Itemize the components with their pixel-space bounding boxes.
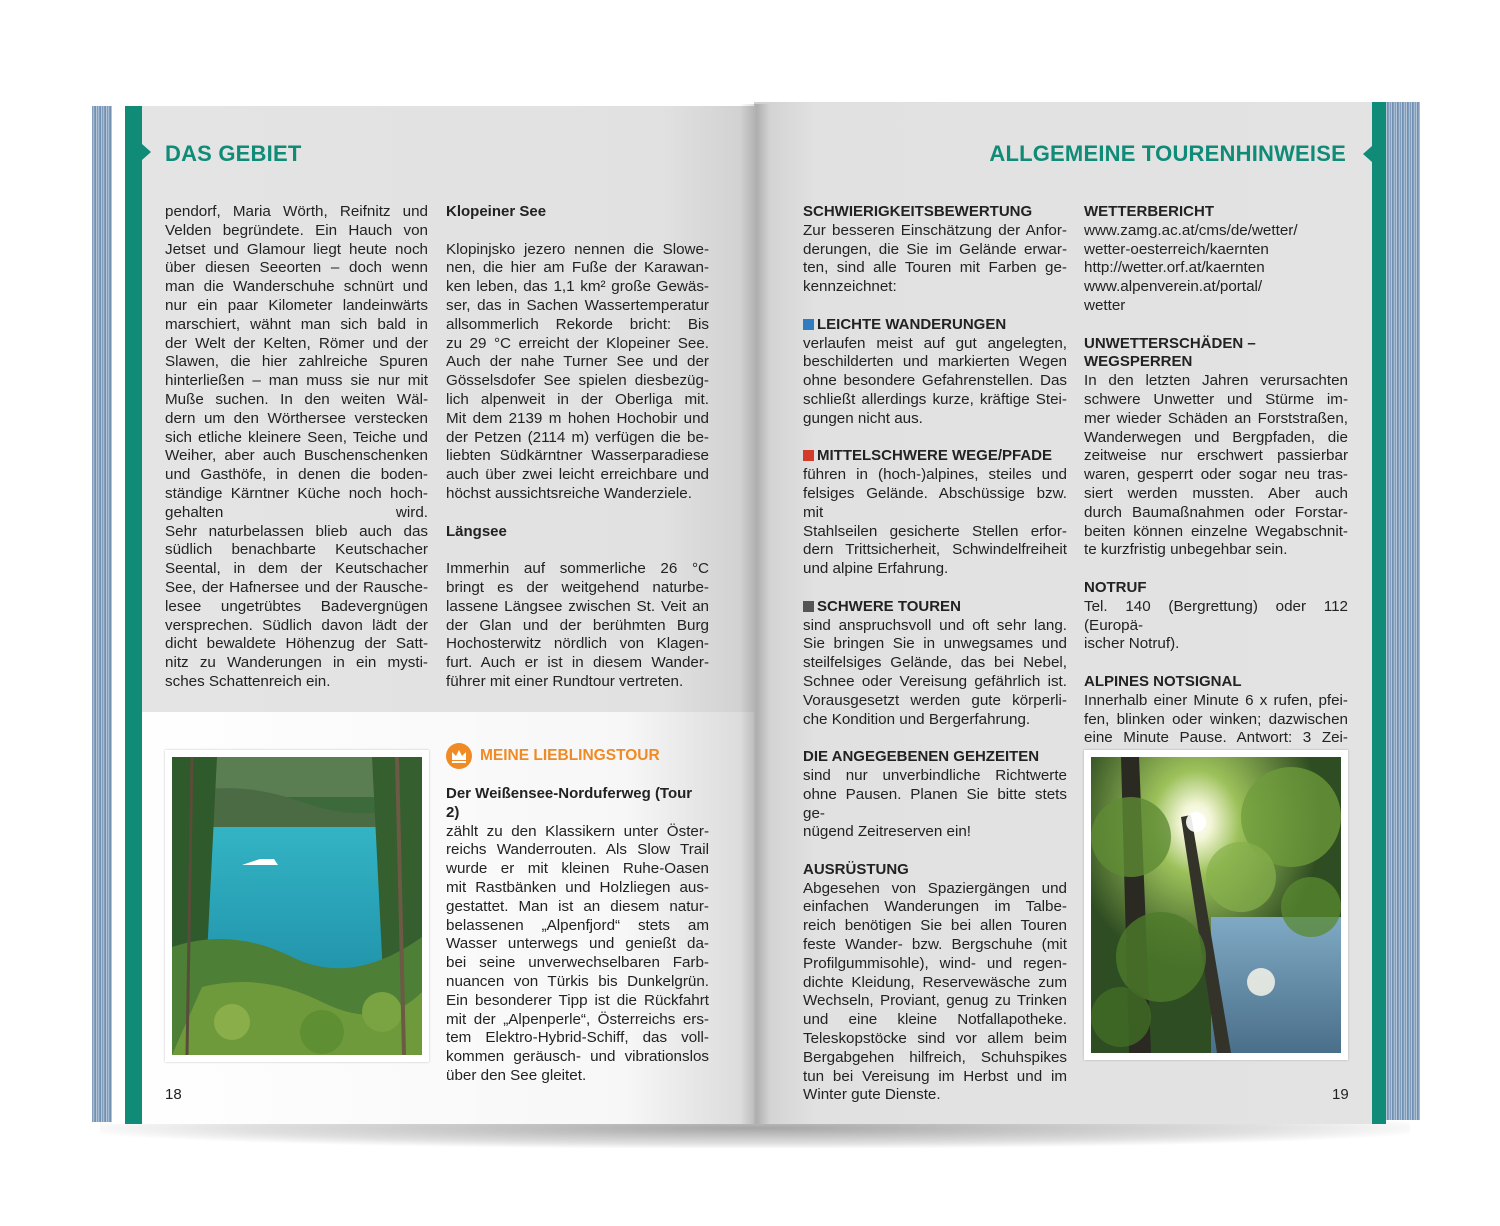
text-line: Slawen, die hier zahlreiche Spuren <box>165 353 428 371</box>
text-line: beiten können einzelne Wegabschnit- <box>1084 522 1348 540</box>
leicht-heading-text: LEICHTE WANDERUNGEN <box>817 315 1007 333</box>
unwetter-text <box>1084 372 1348 560</box>
text-line: eine Minute Pause. Antwort: 3 Zei- <box>1084 729 1348 747</box>
text-line: dern Trittsicherheit, Schwindelfreiheit <box>803 541 1067 559</box>
schwer-text <box>803 617 1067 730</box>
text-line: Teleskopstöcke sind vor allem beim <box>803 1030 1067 1048</box>
text-line: südlich benachbarte Keutschacher <box>165 541 428 559</box>
text-line: lich alpenweit in der Oberliga mit. <box>446 390 709 408</box>
text-line: mit der „Alpenperle“, Österreichs ers- <box>446 1010 709 1028</box>
schwierigkeit-heading: SCHWIERIGKEITSBEWERTUNG <box>803 203 1033 220</box>
tip-heading: MEINE LIEBLINGSTOUR <box>480 747 660 764</box>
text-line: Sehr naturbelassen blieb auch das <box>165 522 428 540</box>
text-line: und eine kleine Notfallapotheke. <box>803 1011 1067 1029</box>
text-line: einfachen Wanderungen im Talbe- <box>803 898 1067 916</box>
right-column-2 <box>1084 203 1348 767</box>
text-line: ser, das in Sachen Wassertemperatur <box>446 296 709 314</box>
text-line: siert werden mussten. Aber auch <box>1084 484 1348 502</box>
text-line: marschiert, wähnt man sich bald in <box>165 315 428 333</box>
text-line: Klopinjsko jezero nennen die Slowe- <box>446 240 709 258</box>
text-line: auch über zwei leicht erreichbare und <box>446 466 709 484</box>
left-teal-bar <box>125 106 142 1124</box>
text-line: Jetset und Glamour liegt heute noch <box>165 240 428 258</box>
text-line: http://wetter.orf.at/kaernten <box>1084 259 1265 277</box>
text-line: che Kondition und Bergerfahrung. <box>803 710 1031 728</box>
unwetter-heading: UNWETTERSCHÄDEN – WEGSPERREN <box>1084 334 1256 371</box>
text-line: belassenen „Alpenfjord“ stets am <box>446 916 709 934</box>
text-line: dicht bewaldete Höhenzug der Satt- <box>165 635 428 653</box>
text-line: Abgesehen von Spaziergängen und <box>803 879 1067 897</box>
text-line: In den letzten Jahren verursachten <box>1084 372 1348 390</box>
laengsee-text <box>446 560 709 692</box>
left-page <box>112 106 754 1124</box>
klopeiner-heading: Klopeiner See <box>446 203 547 220</box>
text-line: durch Baumaßnahmen oder Forstar- <box>1084 503 1348 521</box>
text-line: Schnee oder Vereisung gefährlich ist. <box>803 672 1067 690</box>
notruf-text <box>1084 598 1348 654</box>
gehzeiten-text <box>803 767 1067 842</box>
right-column-1 <box>803 203 1067 1105</box>
book-gutter <box>740 104 770 1124</box>
text-line: gungen nicht aus. <box>803 409 923 427</box>
text-line: steilfelsiges Gelände, das bei Nebel, <box>803 654 1067 672</box>
text-line: gehalten wird. <box>165 503 428 521</box>
tip-text <box>446 823 709 1086</box>
leicht-heading <box>803 316 1067 335</box>
text-line: höchst aussichtsreiche Wanderziele. <box>446 484 692 502</box>
text-line: feste Wander- bzw. Bergschuhe (mit <box>803 936 1067 954</box>
text-line: Stahlseilen gesicherte Stellen erfor- <box>803 522 1067 540</box>
right-page-title: ALLGEMEINE TOURENHINWEISE <box>989 141 1346 166</box>
tip-column <box>446 785 709 1086</box>
text-line: der Welt der Kelten, Römer und der <box>165 334 428 352</box>
crown-icon <box>446 743 472 769</box>
text-line: Tel. 140 (Bergrettung) oder 112 (Europä- <box>1084 597 1348 634</box>
text-line: derungen, die Sie im Gelände erwar- <box>803 240 1067 258</box>
text-line: lassene Längsee zwischen St. Veit an <box>446 597 709 615</box>
text-line: führer mit einer Rundtour vertreten. <box>446 672 684 690</box>
text-line: Wasser unterwegs und genießt da- <box>446 935 709 953</box>
text-line: sches Schattenreich ein. <box>165 672 331 690</box>
text-line: ohne Pausen. Planen Sie bitte stets ge- <box>803 785 1067 822</box>
right-teal-bar <box>1372 102 1386 1124</box>
wetter-heading: WETTERBERICHT <box>1084 203 1214 220</box>
text-line: zeitweise nur erschwert passierbar <box>1084 447 1348 465</box>
text-line: Hochosterwitz nördlich von Klagen- <box>446 635 709 653</box>
col1-text <box>165 203 428 692</box>
ausruestung-text <box>803 880 1067 1106</box>
text-line: nitz zu Wanderungen in ein mysti- <box>165 654 428 672</box>
text-line: der Petzen (2114 m) verfügen die be- <box>446 428 709 446</box>
text-line: waren, gesperrt oder sogar neu tras- <box>1084 466 1348 484</box>
text-line: Sie bringen Sie in unwegsames und <box>803 635 1067 653</box>
text-line: wetter <box>1084 296 1126 314</box>
text-line: Velden begründete. Ein Hauch von <box>165 221 428 239</box>
text-line: furt. Auch er ist in diesem Wander- <box>446 654 709 672</box>
text-line: ohne besondere Gefahrenstellen. Das <box>803 372 1067 390</box>
text-line: mer wieder Schäden an Forststraßen, <box>1084 409 1348 427</box>
text-line: Muße suchen. In den weiten Wäl- <box>165 390 428 408</box>
text-line: sich etliche kleinere Seen, Teiche und <box>165 428 428 446</box>
left-title-arrow-icon <box>142 144 151 160</box>
text-line: bringt es der weitgehend naturbe- <box>446 578 709 596</box>
ausruestung-heading: AUSRÜSTUNG <box>803 860 909 878</box>
mittel-heading <box>803 447 1067 466</box>
right-title-arrow-icon <box>1363 146 1372 162</box>
text-line: ten, sind alle Touren mit Farben ge- <box>803 259 1067 277</box>
text-line: Profilgummisohle), wind- und regen- <box>803 954 1067 972</box>
lake-photo-image <box>172 757 422 1055</box>
text-line: www.alpenverein.at/portal/ <box>1084 278 1263 296</box>
text-line: reichs Wanderrouten. Als Slow Trail <box>446 841 709 859</box>
text-line: und Gasthöfe, in denen die boden- <box>165 466 428 484</box>
text-line: allsommerlich Rekorde bricht: Bis <box>446 315 709 333</box>
text-line: reich benötigen Sie bei allen Touren <box>803 917 1067 935</box>
text-line: Innerhalb einer Minute 6 x rufen, pfei- <box>1084 691 1348 709</box>
tip-title: Der Weißensee-Norduferweg (Tour 2) <box>446 785 693 821</box>
square-icon <box>803 601 814 612</box>
text-line: zählt zu den Klassikern unter Öster- <box>446 822 709 840</box>
text-line: ken leben, das 1,1 km² große Gewäs- <box>446 278 709 296</box>
text-line: nen, die hier am Fuße der Karawan- <box>446 259 709 277</box>
text-line: Ein besonderer Tipp ist die Rückfahrt <box>446 991 709 1009</box>
laengsee-heading: Längsee <box>446 522 507 540</box>
text-line: mit Rastbänken und Holzliegen aus- <box>446 878 709 896</box>
text-line: Seental, in dem der Keutschacher <box>165 560 428 578</box>
text-line: beschilderten und markierten Wegen <box>803 353 1067 371</box>
text-line: und alpine Erfahrung. <box>803 560 949 578</box>
text-line: Auch der nahe Turner See und der <box>446 353 709 371</box>
lake-photo-frame <box>165 750 429 1062</box>
text-line: sind nur unverbindliche Richtwerte <box>803 766 1067 784</box>
text-line: versprechen. Südlich davon lädt der <box>165 616 428 634</box>
text-line: man die Wanderschuhe schnürt und <box>165 278 428 296</box>
text-line: Bergabgehen hilfreich, Schuhspikes <box>803 1048 1067 1066</box>
mittel-text <box>803 466 1067 579</box>
schwer-heading-text: SCHWERE TOUREN <box>817 597 961 615</box>
notruf-heading: NOTRUF <box>1084 578 1147 596</box>
text-line: Wechseln, Proviant, genug zu Trinken <box>803 992 1067 1010</box>
text-line: der Glan und der berühmten Burg <box>446 616 709 634</box>
text-line: lesee ungetrübtes Badevergnügen <box>165 597 428 615</box>
wetter-text <box>1084 222 1348 316</box>
text-line: schließt allerdings kurze, kräftige Stei- <box>803 390 1067 408</box>
text-line: hinterließen – man muss sie nur mit <box>165 372 428 390</box>
text-line: sind anspruchsvoll und oft sehr lang. <box>803 616 1067 634</box>
text-line: ischer Notruf). <box>1084 635 1180 653</box>
text-line: schwere Unwetter und Stürme im- <box>1084 390 1348 408</box>
page-edges-right <box>1386 102 1420 1120</box>
text-line: Vorausgesetzt werden gute körperli- <box>803 691 1067 709</box>
forest-photo-image <box>1091 757 1341 1053</box>
text-line: bei seine unverwechselbaren Farb- <box>446 954 709 972</box>
text-line: liebten Südkärntner Wasserparadiese <box>446 447 709 465</box>
schwer-heading <box>803 598 1067 617</box>
text-line: fen, blinken oder winken; dazwischen <box>1084 710 1348 728</box>
text-line: Mit dem 2139 m hohen Hochobir und <box>446 409 709 427</box>
text-line: te kurzfristig unbegehbar sein. <box>1084 541 1288 559</box>
text-line: nuancen von Türkis bis Dunkelgrün. <box>446 972 709 990</box>
text-line: Zur besseren Einschätzung der Anfor- <box>803 221 1067 239</box>
text-line: wetter-oesterreich/kaernten <box>1084 240 1269 258</box>
text-line: See, der Hafnersee und der Rausche- <box>165 578 428 596</box>
square-icon <box>803 450 814 461</box>
text-line: Gösselsdofer See spielen diesbezüg- <box>446 372 709 390</box>
text-line: über diesen Seeorten – doch wenn <box>165 259 428 277</box>
text-line: nur ein paar Kilometer landeinwärts <box>165 296 428 314</box>
left-column-1 <box>165 203 428 692</box>
left-column-2 <box>446 203 709 692</box>
forest-photo-frame <box>1084 750 1348 1060</box>
text-line: pendorf, Maria Wörth, Reifnitz und <box>165 203 428 220</box>
lake-photo <box>172 757 422 1055</box>
text-line: verlaufen meist auf gut angelegten, <box>803 334 1067 352</box>
text-line: gestattet. Man ist an diesem natur- <box>446 897 709 915</box>
forest-photo <box>1091 757 1341 1053</box>
leicht-text <box>803 335 1067 429</box>
text-line: über den See gleitet. <box>446 1066 587 1084</box>
text-line: dichte Kleidung, Reservewäsche zum <box>803 973 1067 991</box>
klopeiner-text <box>446 241 709 504</box>
gehzeiten-heading: DIE ANGEGEBENEN GEHZEITEN <box>803 748 1040 766</box>
text-line: dern um den Wörthersee verstecken <box>165 409 428 427</box>
page-number-right: 19 <box>1332 1086 1349 1103</box>
page-number-left: 18 <box>165 1086 182 1103</box>
schwierigkeit-text <box>803 222 1067 297</box>
mittel-heading-text: MITTELSCHWERE WEGE/PFADE <box>817 447 1053 465</box>
text-line: tun bei Vereisung im Herbst und im <box>803 1067 1067 1085</box>
text-line: wurde er mit kleinen Ruhe-Oasen <box>446 860 709 878</box>
text-line: Immerhin auf sommerliche 26 °C <box>446 560 709 578</box>
text-line: nügend Zeitreserven ein! <box>803 823 972 841</box>
text-line: führen in (hoch-)alpines, steiles und <box>803 466 1067 484</box>
text-line: Winter gute Dienste. <box>803 1086 941 1104</box>
left-page-title: DAS GEBIET <box>165 141 302 166</box>
text-line: kennzeichnet: <box>803 278 897 296</box>
text-line: Wanderwegen und Bergpfaden, die <box>1084 428 1348 446</box>
text-line: www.zamg.ac.at/cms/de/wetter/ <box>1084 221 1298 239</box>
text-line: tem Elektro-Hybrid-Schiff, das voll- <box>446 1029 709 1047</box>
text-line: kommen geräusch- und vibrationslos <box>446 1048 709 1066</box>
text-line: ständige Kärntner Küche noch hoch- <box>165 484 428 502</box>
text-line: zu 29 °C erreicht der Klopeiner See. <box>446 334 709 352</box>
text-line: felsiges Gelände. Abschüssige bzw. mit <box>803 484 1067 521</box>
text-line: Weiher, aber auch Buschenschenken <box>165 447 428 465</box>
notsignal-heading: ALPINES NOTSIGNAL <box>1084 672 1242 690</box>
square-icon <box>803 319 814 330</box>
right-page <box>754 102 1386 1124</box>
